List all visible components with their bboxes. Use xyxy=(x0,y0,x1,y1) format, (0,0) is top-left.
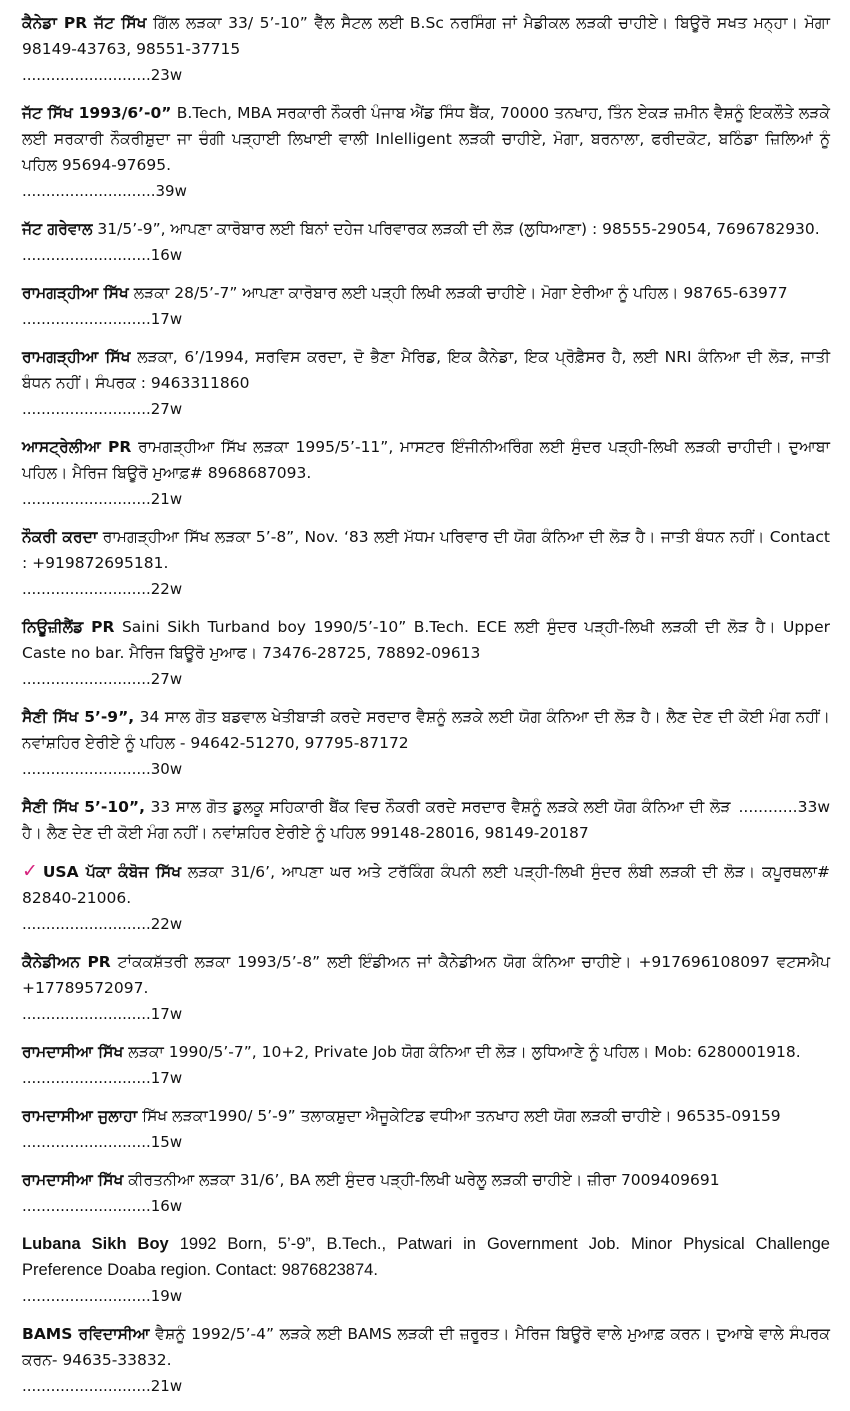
ad-code: ...........................15w xyxy=(22,1133,183,1151)
ad-text: ਲੜਕਾ 1990/5’-7”, 10+2, Private Job ਯੋਗ ਕੰਨਿਆ ਦੀ ਲੋੜ। ਲੁਧਿਆਣੇ ਨੂੰ ਪਹਿਲ। Mob: 6280001918. xyxy=(128,1043,801,1061)
ad-text: ਲੜਕਾ 31/6’, ਆਪਣਾ ਘਰ ਅਤੇ ਟਰੱਕਿੰਗ ਕੰਪਨੀ ਲਈ ਪੜ੍ਹੀ-ਲਿਖੀ ਸੁੰਦਰ ਲੰਬੀ ਲੜਕੀ ਦੀ ਲੋੜ। ਕਪੂਰਥਲਾ# 82840-21006. xyxy=(22,863,830,907)
ad-code: ...........................22w xyxy=(22,915,183,933)
matrimonial-ad xyxy=(22,1231,830,1309)
ad-code: ...........................30w xyxy=(22,760,183,778)
ad-heading: ਰਾਮਗੜ੍ਹੀਆ ਸਿੱਖ xyxy=(22,284,129,302)
ad-heading: ਰਾਮਦਾਸੀਆ ਸਿੱਖ xyxy=(22,1043,124,1061)
matrimonial-ad xyxy=(22,1167,830,1219)
ad-heading: ਜੱਟ ਗਰੇਵਾਲ xyxy=(22,220,93,238)
ad-heading: ਰਾਮਦਾਸੀਆ ਜੁਲਾਹਾ xyxy=(22,1107,138,1125)
ad-heading: ਰਾਮਗੜ੍ਹੀਆ ਸਿੱਖ xyxy=(22,348,131,366)
ad-code: ...........................22w xyxy=(22,580,183,598)
ad-code: ...........................17w xyxy=(22,1069,183,1087)
ad-text: ਲੜਕਾ, 6’/1994, ਸਰਵਿਸ ਕਰਦਾ, ਦੋ ਭੈਣਾ ਮੈਰਿਡ, ਇਕ ਕੈਨੇਡਾ, ਇਕ ਪ੍ਰੋਫ਼ੈਸਰ ਹੈ, ਲਈ NRI ਕੰਨਿਆ ਦੀ ਲੋੜ, ਜਾਤੀ ਬੰਧਨ ਨਹੀਂ। ਸੰਪਰਕ : 9463311860 xyxy=(22,348,830,392)
ad-heading: ਕੈਨੇਡੀਅਨ PR xyxy=(22,953,111,971)
ad-text: 34 ਸਾਲ ਗੋਤ ਬਡਵਾਲ ਖੇਤੀਬਾੜੀ ਕਰਦੇ ਸਰਦਾਰ ਵੈਸ਼ਨੂੰ ਲੜਕੇ ਲਈ ਯੋਗ ਕੰਨਿਆ ਦੀ ਲੋੜ ਹੈ। ਲੈਣ ਦੇਣ ਦੀ ਕੋਈ ਮੰਗ ਨਹੀਂ। ਨਵਾਂਸ਼ਹਿਰ ਏਰੀਏ ਨੂੰ ਪਹਿਲ - 94642-51270, 97795-87172 xyxy=(22,708,830,752)
matrimonial-ad xyxy=(22,1039,830,1091)
ad-code: ...........................19w xyxy=(22,1287,183,1305)
matrimonial-ad xyxy=(22,1103,830,1155)
ad-code: ...........................21w xyxy=(22,1377,183,1395)
ad-code: ...........................17w xyxy=(22,310,183,328)
ad-heading: ਸੈਣੀ ਸਿੱਖ 5’-10”, xyxy=(22,798,145,816)
ad-text: ਰਾਮਗੜ੍ਹੀਆ ਸਿੱਖ ਲੜਕਾ 1995/5’-11”, ਮਾਸਟਰ ਇੰਜੀਨੀਅਰਿੰਗ ਲਈ ਸੁੰਦਰ ਪੜ੍ਹੀ-ਲਿਖੀ ਲੜਕੀ ਚਾਹੀਦੀ। ਦੁਆਬਾ ਪਹਿਲ। ਮੈਰਿਜ ਬਿਊਰੋ ਮੁਆਫ਼# 8968687093. xyxy=(22,438,830,482)
ad-text: ਸਿੱਖ ਲੜਕਾ1990/ 5’-9” ਤਲਾਕਸ਼ੁਦਾ ਐਜੂਕੇਟਿਡ ਵਧੀਆ ਤਨਖਾਹ ਲਈ ਯੋਗ ਲੜਕੀ ਚਾਹੀਏ। 96535-09159 xyxy=(142,1107,781,1125)
matrimonial-ad xyxy=(22,434,830,512)
ad-text: Saini Sikh Turband boy 1990/5’-10” B.Tech. ECE ਲਈ ਸੁੰਦਰ ਪੜ੍ਹੀ-ਲਿਖੀ ਲੜਕੀ ਦੀ ਲੋੜ ਹੈ। Upper Caste no bar. ਮੈਰਿਜ ਬਿਊਰੋ ਮੁਆਫ। 73476-28725, 78892-09613 xyxy=(22,618,830,662)
matrimonial-ad xyxy=(22,614,830,692)
matrimonial-ad xyxy=(22,280,830,332)
ad-heading: ਕੈਨੇਡਾ PR ਜੱਟ ਸਿੱਖ xyxy=(22,14,147,32)
ad-text: ਵੈਸ਼ਨੂੰ 1992/5’-4” ਲੜਕੇ ਲਈ BAMS ਲੜਕੀ ਦੀ ਜ਼ਰੂਰਤ। ਮੈਰਿਜ ਬਿਊਰੋ ਵਾਲੇ ਮੁਆਫ਼ ਕਰਨ। ਦੁਆਬੇ ਵਾਲੇ ਸੰਪਰਕ ਕਰਨ- 94635-33832. xyxy=(22,1325,830,1369)
ad-text: ਰਾਮਗੜ੍ਹੀਆ ਸਿੱਖ ਲੜਕਾ 5’-8”, Nov. ‘83 ਲਈ ਮੱਧਮ ਪਰਿਵਾਰ ਦੀ ਯੋਗ ਕੰਨਿਆ ਦੀ ਲੋੜ ਹੈ। ਜਾਤੀ ਬੰਧਨ ਨਹੀਂ। Contact : +919872695181. xyxy=(22,528,830,572)
matrimonial-ad xyxy=(22,794,830,846)
matrimonial-ad xyxy=(22,524,830,602)
ad-text: ਕੀਰਤਨੀਆ ਲੜਕਾ 31/6’, BA ਲਈ ਸੁੰਦਰ ਪੜ੍ਹੀ-ਲਿਖੀ ਘਰੇਲੂ ਲੜਕੀ ਚਾਹੀਏ। ਜ਼ੀਰਾ 7009409691 xyxy=(128,1171,720,1189)
ad-heading: Lubana Sikh Boy xyxy=(22,1235,169,1253)
matrimonial-ad xyxy=(22,704,830,782)
matrimonial-ad xyxy=(22,949,830,1027)
ad-code: ...........................21w xyxy=(22,490,183,508)
ad-heading: ਨਿਊਜ਼ੀਲੈਂਡ PR xyxy=(22,618,115,636)
ad-heading: BAMS ਰਵਿਦਾਸੀਆ xyxy=(22,1325,150,1343)
ad-heading: ਸੈਣੀ ਸਿੱਖ 5’-9”, xyxy=(22,708,135,726)
classifieds-page xyxy=(22,10,830,1411)
ad-code: ...........................16w xyxy=(22,1197,183,1215)
ad-code: ...........................17w xyxy=(22,1005,183,1023)
ad-code: ...........................16w xyxy=(22,246,183,264)
ad-text: ਗਿੱਲ ਲੜਕਾ 33/ 5’-10” ਵੈੱਲ ਸੈਟਲ ਲਈ B.Sc ਨਰਸਿੰਗ ਜਾਂ ਮੈਡੀਕਲ ਲੜਕੀ ਚਾਹੀਏ। ਬਿਊਰੋ ਸਖਤ ਮਨ੍ਹਾ। ਮੋਗਾ 98149-43763, 98551-37715 xyxy=(22,14,830,58)
ad-text: 31/5’-9”, ਆਪਣਾ ਕਾਰੋਬਾਰ ਲਈ ਬਿਨਾਂ ਦਹੇਜ ਪਰਿਵਾਰਕ ਲੜਕੀ ਦੀ ਲੋੜ (ਲੁਧਿਆਣਾ) : 98555-29054, 7696782930. xyxy=(97,220,820,238)
ad-heading: ਰਾਮਦਾਸੀਆ ਸਿੱਖ xyxy=(22,1171,124,1189)
ad-heading: ਆਸਟ੍ਰੇਲੀਆ PR xyxy=(22,438,132,456)
matrimonial-ad xyxy=(22,858,830,937)
matrimonial-ad xyxy=(22,1321,830,1399)
ad-heading: ਨੌਕਰੀ ਕਰਦਾ xyxy=(22,528,98,546)
matrimonial-ad xyxy=(22,344,830,422)
matrimonial-ad xyxy=(22,100,830,204)
ad-heading: ਜੱਟ ਸਿੱਖ 1993/6’-0” xyxy=(22,104,172,122)
ad-heading: USA ਪੱਕਾ ਕੰਬੋਜ ਸਿੱਖ xyxy=(42,863,182,881)
ad-text: ਲੜਕਾ 28/5’-7” ਆਪਣਾ ਕਾਰੋਬਾਰ ਲਈ ਪੜ੍ਹੀ ਲਿਖੀ ਲੜਕੀ ਚਾਹੀਏ। ਮੋਗਾ ਏਰੀਆ ਨੂੰ ਪਹਿਲ। 98765-63977 xyxy=(133,284,788,302)
ad-text: 1992 Born, 5’-9”, B.Tech., Patwari in Government Job. Minor Physical Challenge Preference Doaba region. Contact: 9876823874. xyxy=(22,1235,830,1279)
ad-code: ...........................27w xyxy=(22,400,183,418)
ad-code: ............................39w xyxy=(22,182,187,200)
ad-text: 33 ਸਾਲ ਗੋਤ ਡੁਲਕੂ ਸਹਿਕਾਰੀ ਬੈਂਕ ਵਿਚ ਨੌਕਰੀ ਕਰਦੇ ਸਰਦਾਰ ਵੈਸ਼ਨੂੰ ਲੜਕੇ ਲਈ ਯੋਗ ਕੰਨਿਆ ਦੀ ਲੋੜ ਹੈ। ਲੈਣ ਦੇਣ ਦੀ ਕੋਈ ਮੰਗ ਨਹੀਂ। ਨਵਾਂਸ਼ਹਿਰ ਏਰੀਏ ਨੂੰ ਪਹਿਲ 99148-28016, 98149-20187 xyxy=(22,798,731,842)
ad-code: ............33w xyxy=(738,798,830,816)
matrimonial-ad xyxy=(22,10,830,88)
ad-text: ਟਾਂਕਕਸ਼ੱਤਰੀ ਲੜਕਾ 1993/5’-8” ਲਈ ਇੰਡੀਅਨ ਜਾਂ ਕੈਨੇਡੀਅਨ ਯੋਗ ਕੰਨਿਆ ਚਾਹੀਏ। +917696108097 ਵਟਸਐਪ +17789572097. xyxy=(22,953,830,997)
ad-code: ...........................27w xyxy=(22,670,183,688)
ad-code: ...........................23w xyxy=(22,66,183,84)
checkmark-icon: ✓ xyxy=(22,860,40,882)
matrimonial-ad xyxy=(22,216,830,268)
ad-text: B.Tech, MBA ਸਰਕਾਰੀ ਨੌਕਰੀ ਪੰਜਾਬ ਐਂਡ ਸਿੰਧ ਬੈਂਕ, 70000 ਤਨਖਾਹ, ਤਿੰਨ ਏਕੜ ਜ਼ਮੀਨ ਵੈਸ਼ਨੂੰ ਇਕਲੌਤੇ ਲੜਕੇ ਲਈ ਸਰਕਾਰੀ ਨੌਕਰੀਸ਼ੁਦਾ ਜਾ ਚੰਗੀ ਪੜ੍ਹਾਈ ਲਿਖਾਈ ਵਾਲੀ Inlelligent ਲੜਕੀ ਚਾਹੀਏ, ਮੋਗਾ, ਬਰਨਾਲਾ, ਫਰੀਦਕੋਟ, ਬਠਿੰਡਾ ਜ਼ਿਲਿਆਂ ਨੂੰ ਪਹਿਲ 95694-97695. xyxy=(22,104,831,174)
